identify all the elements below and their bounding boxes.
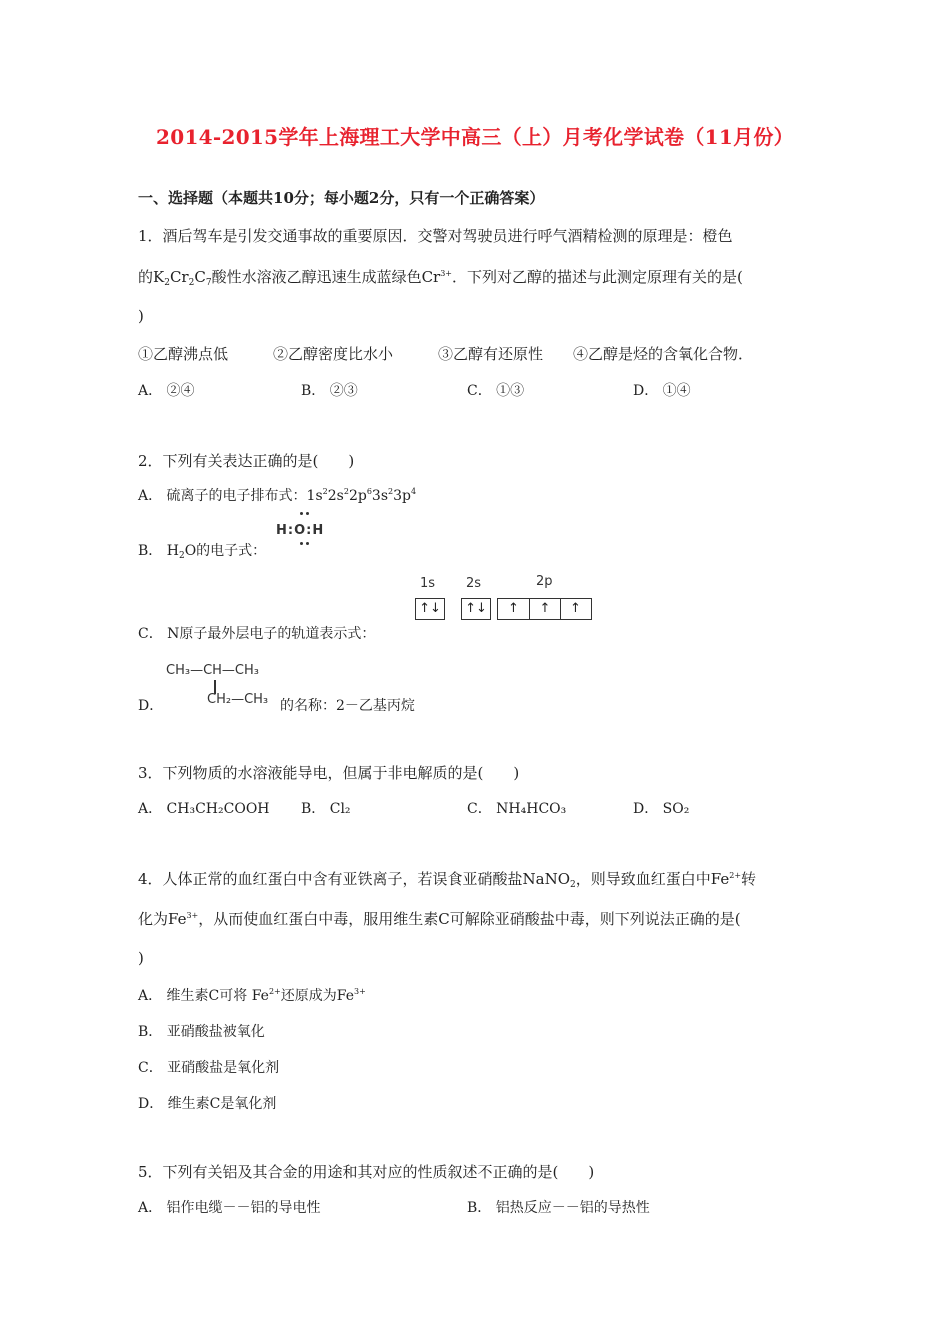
orbital-box-2s <box>461 598 491 620</box>
section-heading: 一、选择题（本题共10分；每小题2分，只有一个正确答案） <box>138 189 545 207</box>
orbital-cell-2p-3: ↑ <box>560 599 590 619</box>
orbital-label-2s: 2s <box>466 576 482 591</box>
q3-stem: 3．下列物质的水溶液能导电，但属于非电解质的是( ) <box>138 764 520 782</box>
q1-option-c[interactable]: C． ①③ <box>467 383 525 399</box>
q1-statements: ①乙醇沸点低 ②乙醇密度比水小 ③乙醇有还原性 ④乙醇是烃的含氧化合物． <box>138 345 754 363</box>
q1-option-a[interactable]: A． ②④ <box>138 383 195 399</box>
q2-option-b[interactable]: B． $H_2O$的电子式： <box>138 543 267 561</box>
orbital-cell-2p-1: ↑ <box>508 601 519 616</box>
q4-stem-line2: 化为$Fe^{3+}$，从而使血红蛋白中毒，服用维生素C可解除亚硝酸盐中毒，则下列说法正确的是( <box>138 910 741 928</box>
orbital-box-1s <box>415 598 445 620</box>
q3-option-c[interactable]: C． NH₄HCO₃ <box>467 801 567 817</box>
q4-stem-line1: 4．人体正常的血红蛋白中含有亚铁离子，若误食亚硝酸盐NaNO$_2$，则导致血红蛋白中$Fe^{2+}$转 <box>138 870 757 890</box>
q1-stem-line3: ) <box>138 307 144 325</box>
q4-stem-line3: ) <box>138 949 144 967</box>
q1-option-d[interactable]: D． ①④ <box>633 383 691 399</box>
q2-option-a[interactable]: A． 硫离子的电子排布式：$1s^22s^22p^63s^23p^4$ <box>138 487 417 504</box>
q3-option-d[interactable]: D． SO₂ <box>633 801 690 817</box>
lone-pair-bottom-dots <box>300 542 310 546</box>
page-title: 2014-2015学年上海理工大学中高三（上）月考化学试卷（11月份） <box>156 125 794 149</box>
q1-stem-line2: 的$K_2Cr_2C_7$酸性水溶液乙醇迅速生成蓝绿色$Cr^{3+}$．下列对乙醇的描述与此测定原理有关的是( <box>138 268 743 288</box>
q1-option-b[interactable]: B． ②③ <box>301 383 358 399</box>
q5-stem: 5．下列有关铝及其合金的用途和其对应的性质叙述不正确的是( ) <box>138 1163 595 1181</box>
q4-option-b[interactable]: B． 亚硝酸盐被氧化 <box>138 1024 265 1040</box>
q4-option-a[interactable]: A． 维生素C可将 $Fe^{2+}$还原成为$Fe^{3+}$ <box>138 987 366 1004</box>
orbital-label-1s: 1s <box>420 576 436 591</box>
orbital-label-2p: 2p <box>536 574 553 589</box>
q2-option-d[interactable]: D． <box>138 698 164 714</box>
q3-option-a[interactable]: A． CH₃CH₂COOH <box>138 801 270 817</box>
orbital-box-2p <box>497 598 592 620</box>
water-electron-formula: H:O:H <box>276 523 325 538</box>
lone-pair-top-dots <box>300 512 310 516</box>
orbital-cell-1s: ↑↓ <box>419 601 441 616</box>
q5-option-a[interactable]: A． 铝作电缆－－铝的导电性 <box>138 1200 321 1216</box>
q4-option-d[interactable]: D． 维生素C是氧化剂 <box>138 1096 277 1112</box>
orbital-cell-2s: ↑↓ <box>465 601 487 616</box>
structure-line2: CH₂—CH₃ <box>207 692 269 707</box>
structure-line1: CH₃—CH—CH₃ <box>166 663 259 678</box>
q2-option-d-name: 的名称：2－乙基丙烷 <box>280 698 415 714</box>
orbital-cell-2p-2: ↑ <box>529 599 560 619</box>
q4-option-c[interactable]: C． 亚硝酸盐是氧化剂 <box>138 1060 280 1076</box>
q3-option-b[interactable]: B． Cl₂ <box>301 801 351 817</box>
q2-stem: 2．下列有关表达正确的是( ) <box>138 452 355 470</box>
q1-stem-line1: 1．酒后驾车是引发交通事故的重要原因．交警对驾驶员进行呼气酒精检测的原理是：橙色 <box>138 227 733 245</box>
q5-option-b[interactable]: B． 铝热反应－－铝的导热性 <box>467 1200 650 1216</box>
q2-option-c[interactable]: C． N原子最外层电子的轨道表示式： <box>138 626 376 642</box>
